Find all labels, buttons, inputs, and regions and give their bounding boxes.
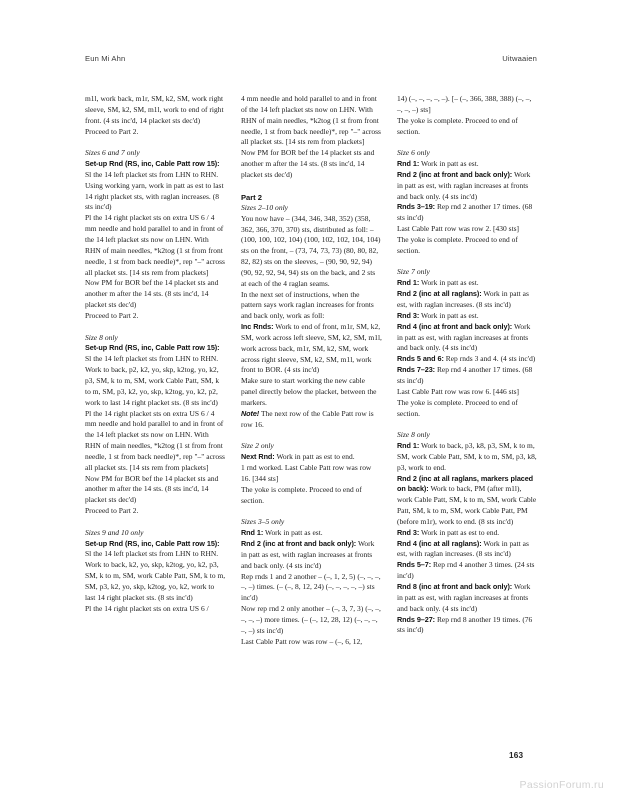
body-paragraph: Rep rnds 1 and 2 another – (–, 1, 2, 5) (–, –, –, –, –) times. (– (–, 8, 12, 24) (–, –, –, –, –) sts inc'd) — [241, 571, 381, 603]
instruction-paragraph — [397, 560, 538, 582]
instruction-text: Rep rnd 4 another 17 times. (68 sts inc'd) — [397, 365, 533, 385]
instruction-label: Inc Rnds: — [241, 322, 274, 332]
instruction-paragraph — [85, 539, 226, 604]
instruction-text: Rep rnd 8 another 19 times. (76 sts inc'd) — [397, 614, 533, 635]
size-subheading: Sizes 9 and 10 only — [85, 527, 144, 537]
instruction-label: Set-up Rnd (RS, inc, Cable Patt row 15): — [85, 538, 220, 548]
body-paragraph: You now have – (344, 346, 348, 352) (358, 362, 366, 370, 370) sts, distributed as foll: – (100, 100, 102, 104) (100, 102, 102, 104, 104) sts on the front, – (73, 74, 73, 73) (80, 80, 82, 82, 82) sts on the sleeves, – (90, 90, 92, 94) (90, 92, 92, 94, 94) sts on the back, and 2 sts at each of the 4 raglan seams. — [241, 213, 381, 288]
instruction-text: Work in patt as est, with raglan increases. (8 sts inc'd) — [397, 289, 529, 310]
paragraph-spacer — [241, 181, 382, 192]
body-paragraph: Now PM for BOR bef the 14 placket sts and another m after the 14 sts. (8 sts inc'd, 14 placket sts dec'd) — [85, 278, 219, 310]
size-subheading: Sizes 3–5 only — [241, 517, 285, 527]
size-subheading: Sizes 6 and 7 only — [85, 148, 140, 158]
body-paragraph: Now PM for BOR bef the 14 placket sts and another m after the 14 sts. (8 sts inc'd, 14 placket sts dec'd) — [241, 148, 375, 179]
body-paragraph: 4 mm needle and hold parallel to and in front of the 14 left placket sts now on LHN. With RHN of main needles, *k2tog (1 st from front needle, 1 st from back needle)*, rep "–" across all placket sts. [14 sts rem from plackets] — [241, 94, 381, 147]
paragraph-spacer — [241, 431, 382, 442]
instruction-text: Sl the 14 left placket sts from LHN to RHN. Work to back, k2, yo, skp, k2tog, yo, k2, p3, SM, k to m, SM, work Cable Patt, SM, k to m, SM, p3, k2, yo, skp, k2tog, yo, k2, work to last 14 right placket sts. (8 sts inc'd) — [85, 549, 226, 602]
text-columns — [85, 94, 537, 734]
size-subheading: Size 8 only — [397, 430, 430, 440]
body-paragraph: Proceed to Part 2. — [85, 506, 139, 516]
section-heading: Part 2 — [241, 192, 262, 202]
watermark: PassionForum.ru — [519, 779, 604, 791]
instruction-text: Work in patt as est, with raglan increases at fronts and back only. (4 sts inc'd) — [397, 169, 531, 201]
instruction-paragraph — [397, 354, 538, 365]
size-subheading: Size 2 only — [241, 441, 274, 451]
instruction-paragraph — [397, 278, 538, 289]
instruction-label: Set-up Rnd (RS, inc, Cable Patt row 15): — [85, 343, 220, 353]
instruction-label: Next Rnd: — [241, 452, 275, 462]
instruction-paragraph — [397, 159, 538, 170]
size-subheading: Size 6 only — [397, 148, 430, 158]
size-subheading: Size 7 only — [397, 267, 430, 277]
instruction-paragraph — [241, 528, 382, 539]
instruction-label: Rnds 7–23: — [397, 365, 435, 375]
body-paragraph: Pl the 14 right placket sts on extra US 6 / 4 mm needle and hold parallel to and in front of the 14 left placket sts now on LHN. With RHN of main needles, *k2tog (1 st from front needle, 1 st from back needle)*, rep "–" across all placket sts. [14 sts rem from plackets] — [85, 408, 225, 472]
instruction-label: Rnds 5–7: — [397, 560, 432, 570]
instruction-paragraph — [397, 311, 538, 322]
instruction-text: Work to back, p3, k8, p3, SM, k to m, SM, work Cable Patt, SM, k to m, SM, p3, k8, p3, work to end. — [397, 441, 537, 472]
paragraph-spacer — [397, 419, 538, 430]
instruction-label: Set-up Rnd (RS, inc, Cable Patt row 15): — [85, 159, 220, 169]
instruction-paragraph — [397, 528, 538, 539]
instruction-text: Work in patt as est, with raglan increases at fronts and back only. (4 sts inc'd) — [397, 582, 531, 613]
instruction-paragraph — [397, 615, 538, 637]
instruction-paragraph — [397, 289, 538, 311]
instruction-paragraph — [241, 322, 382, 376]
instruction-text: Work in patt as est, with raglan increases at fronts and back only. (4 sts inc'd) — [241, 539, 375, 570]
body-paragraph: Make sure to start working the new cable panel directly below the placket, between the markers. — [241, 376, 377, 407]
instruction-label: Note! — [241, 408, 260, 418]
body-paragraph: The yoke is complete. Proceed to end of section. — [241, 484, 362, 505]
size-subheading: Size 8 only — [85, 332, 118, 342]
instruction-label: Rnd 3: — [397, 310, 420, 320]
instruction-label: Rnd 1: — [397, 278, 420, 288]
instruction-text: Work to back, PM (after m1l), work Cable Patt, SM, k to m, SM, work Cable Patt, SM, k to m, SM, work Cable Patt, PM (before m1r), work to end. (8 sts inc'd) — [397, 484, 537, 526]
body-paragraph: Last Cable Patt row was row 2. [430 sts] — [397, 224, 520, 234]
instruction-label: Rnd 1: — [397, 159, 420, 169]
body-paragraph: Last Cable Patt row was row 6. [446 sts] — [397, 386, 520, 396]
instruction-text: Sl the 14 left placket sts from LHN to RHN. Work to back, p2, k2, yo, skp, k2tog, yo, k2, p3, SM, k to m, SM, work Cable Patt, SM, k to m, SM, p3, k2, yo, skp, k2tog, yo, k2, p2, work to last 14 right placket sts. (8 sts inc'd) — [85, 354, 220, 407]
instruction-text: Work in patt as est, with raglan increases at fronts and back only. (4 sts inc'd) — [397, 321, 531, 353]
body-paragraph: Last Cable Patt row was row – (–, 6, 12, — [241, 636, 363, 646]
body-paragraph: The yoke is complete. Proceed to end of section. — [397, 234, 518, 255]
body-paragraph: m1l, work back, m1r, SM, k2, SM, work right sleeve, SM, k2, SM, m1l, work to end of right front. (4 sts inc'd, 14 placket sts dec'd) — [85, 94, 224, 125]
instruction-label: Rnds 5 and 6: — [397, 354, 444, 364]
instruction-label: Rnds 9–27: — [397, 614, 435, 624]
instruction-label: Rnd 2 (inc at front and back only): — [241, 539, 357, 548]
size-subheading: Sizes 2–10 only — [241, 202, 289, 212]
instruction-text: Work in patt as est. — [419, 159, 479, 169]
paragraph-spacer — [85, 322, 226, 333]
body-paragraph: Pl the 14 right placket sts on extra US 6 / — [85, 603, 209, 613]
instruction-label: Rnd 2 (inc at all raglans): — [397, 289, 482, 299]
instruction-text: Work in patt as est to end. — [419, 527, 500, 537]
body-paragraph: 1 rnd worked. Last Cable Patt row was row 16. [344 sts] — [241, 463, 372, 483]
instruction-label: Rnd 4 (inc at front and back only): — [397, 321, 513, 331]
body-paragraph: Pl the 14 right placket sts on extra US 6 / 4 mm needle and hold parallel to and in front of the 14 left placket sts now on LHN. With RHN of main needles, *k2tog (1 st from front needle, 1 st from back needle)*, rep "–" across all placket sts. [14 sts rem from plackets] — [85, 213, 225, 277]
body-paragraph: Now rep rnd 2 only another – (–, 3, 7, 3) (–, –, –, –, –) more times. (– (–, 12, 28, 12) (–, –, –, –, –) sts inc'd) — [241, 604, 381, 635]
paragraph-spacer — [397, 137, 538, 148]
instruction-text: Rep rnds 3 and 4. (4 sts inc'd) — [443, 354, 536, 364]
instruction-text: Rep rnd 4 another 3 times. (24 sts inc'd) — [397, 560, 535, 581]
instruction-text: Work in patt as est, with raglan increases. (8 sts inc'd) — [397, 538, 529, 559]
instruction-paragraph — [397, 539, 538, 561]
body-paragraph: Proceed to Part 2. — [85, 126, 139, 136]
instruction-paragraph — [397, 441, 538, 474]
instruction-paragraph — [397, 322, 538, 355]
paragraph-spacer — [85, 137, 226, 148]
instruction-label: Rnd 1: — [397, 441, 420, 451]
page-number: 163 — [509, 751, 524, 760]
instruction-label: Rnd 2 (inc at front and back only): — [397, 169, 513, 179]
paragraph-spacer — [241, 506, 382, 517]
instruction-label: Rnd 3: — [397, 527, 420, 537]
instruction-paragraph — [85, 343, 226, 408]
paragraph-spacer — [85, 517, 226, 528]
instruction-text: The next row of the Cable Patt row is row 16. — [241, 408, 374, 429]
body-paragraph: In the next set of instructions, when the pattern says work raglan increases for fronts and back only, work as foll: — [241, 289, 374, 321]
instruction-paragraph — [241, 452, 382, 463]
instruction-paragraph — [397, 202, 538, 224]
instruction-paragraph — [397, 474, 538, 528]
column-2 — [241, 94, 382, 734]
running-head — [85, 52, 537, 64]
body-paragraph: The yoke is complete. Proceed to end of section. — [397, 397, 518, 418]
instruction-label: Rnd 4 (inc at all raglans): — [397, 538, 482, 548]
instruction-text: Sl the 14 left placket sts from LHN to RHN. Using working yarn, work in patt as est to last 14 right placket sts, with raglan increases. (8 sts inc'd) — [85, 169, 224, 212]
body-paragraph: Proceed to Part 2. — [85, 310, 139, 320]
instruction-text: Work in patt as est. — [419, 278, 479, 288]
instruction-paragraph — [241, 409, 382, 431]
running-head-author: Eun Mi Ahn — [85, 53, 126, 63]
instruction-label: Rnd 2 (inc at all raglans, markers placed on back): — [397, 473, 534, 494]
body-paragraph: 14) (–, –, –, –, –). [– (–, 366, 388, 388) (–, –, –, –, –) sts] — [397, 94, 532, 114]
instruction-label: Rnds 3–19: — [397, 202, 435, 212]
instruction-text: Work in patt as est. — [263, 528, 323, 538]
column-1 — [85, 94, 226, 734]
running-head-title: Uitwaaien — [502, 53, 537, 63]
body-paragraph: Now PM for BOR bef the 14 placket sts and another m after the 14 sts. (8 sts inc'd, 14 placket sts dec'd) — [85, 473, 219, 505]
instruction-text: Work to end of front, m1r, SM, k2, SM, work across left sleeve, SM, k2, SM, m1l, work across back, m1r, SM, k2, SM, work across right sleeve, SM, k2, SM, m1l, work front to BOR. (4 sts inc'd) — [241, 322, 382, 375]
instruction-label: Rnd 8 (inc at front and back only): — [397, 582, 513, 592]
body-paragraph: The yoke is complete. Proceed to end of section. — [397, 115, 518, 136]
instruction-paragraph — [241, 539, 382, 572]
instruction-paragraph — [397, 582, 538, 615]
instruction-paragraph — [85, 159, 226, 213]
instruction-label: Rnd 1: — [241, 528, 264, 538]
column-3 — [397, 94, 538, 734]
instruction-text: Rep rnd 2 another 17 times. (68 sts inc'd) — [397, 202, 533, 223]
instruction-text: Work in patt as est to end. — [274, 452, 355, 462]
instruction-text: Work in patt as est. — [419, 310, 479, 320]
instruction-paragraph — [397, 170, 538, 203]
instruction-paragraph — [397, 365, 538, 387]
paragraph-spacer — [397, 257, 538, 268]
